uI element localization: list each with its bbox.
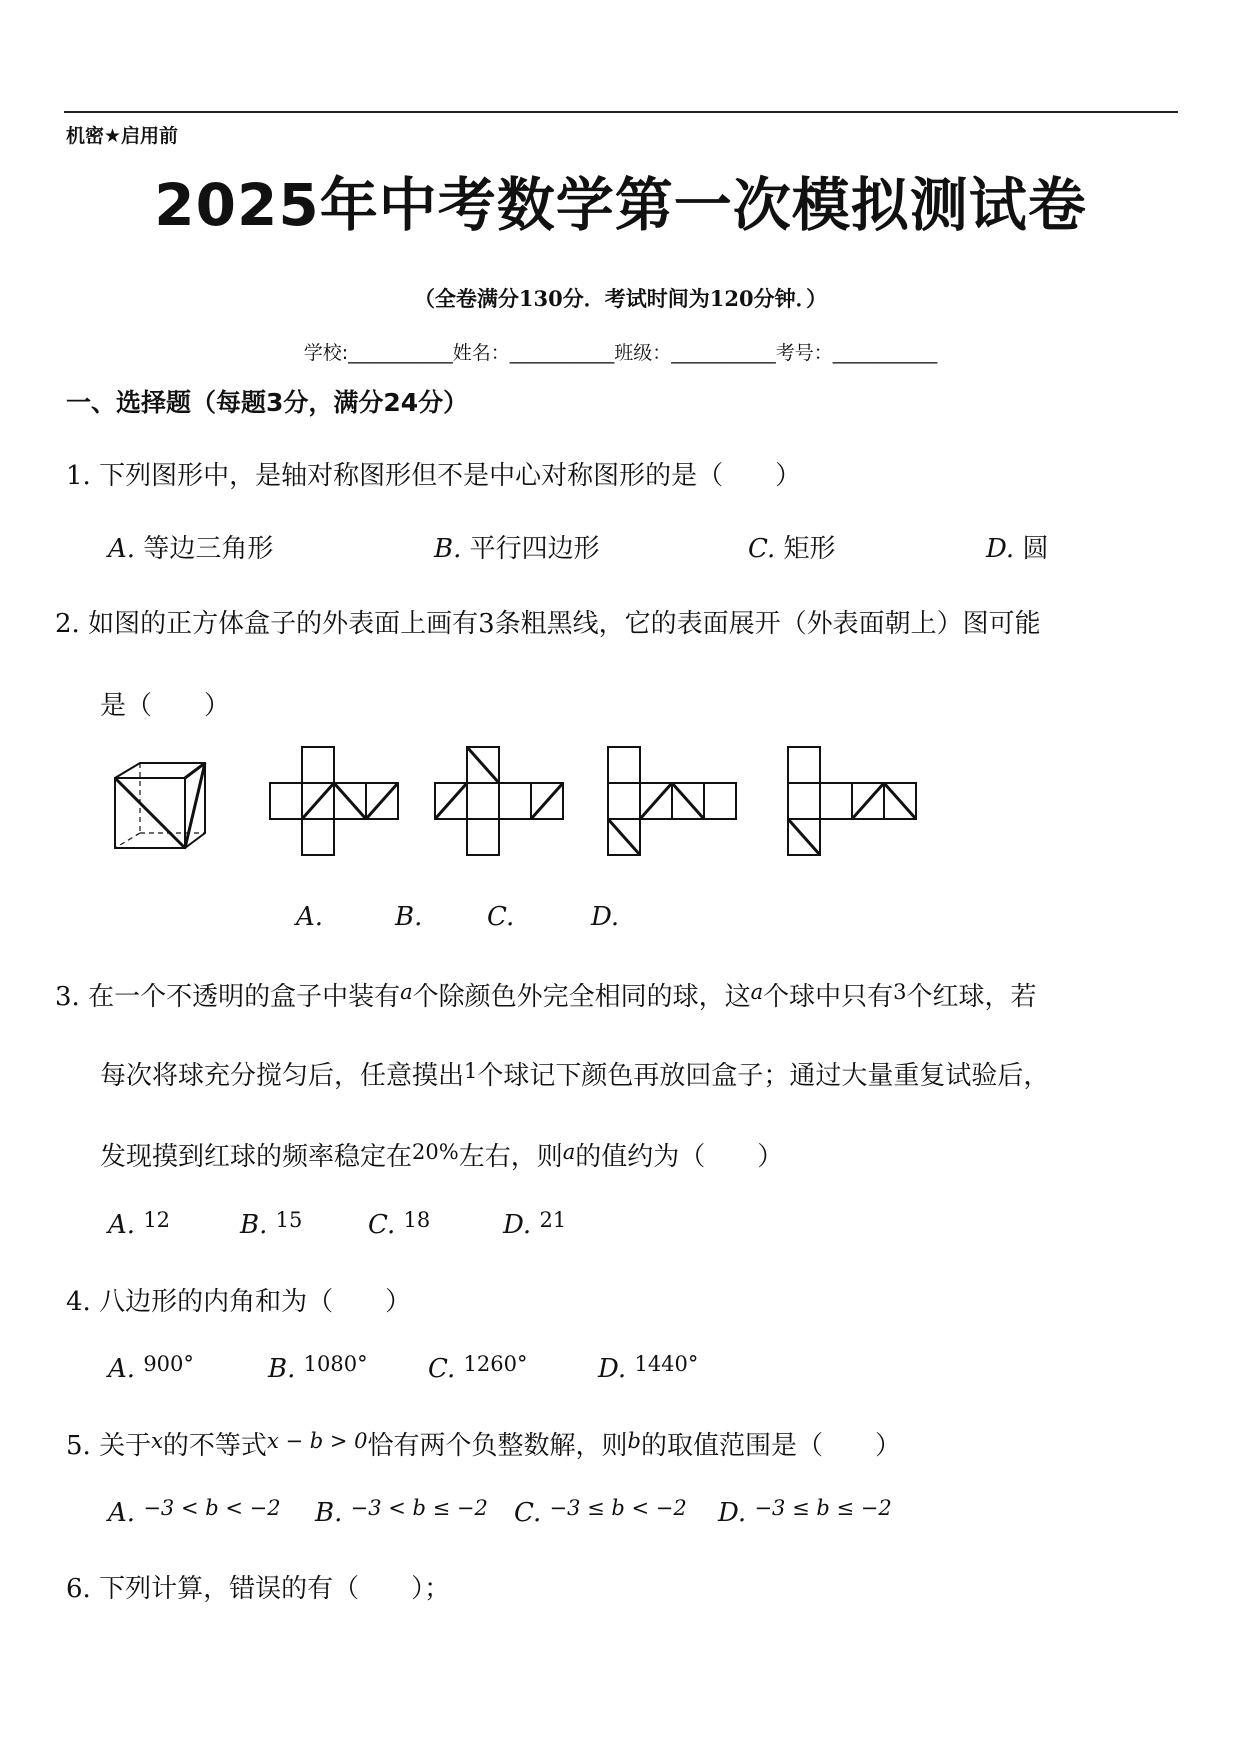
q4-option-d: D. $^{1440^\circ}$ [598, 1352, 699, 1384]
q5-option-d: D. $^{-3 \le b \le -2}$ [718, 1496, 892, 1528]
q5-option-b: B. $^{-3 < b \le -2}$ [315, 1496, 488, 1528]
q2-label-c: C. [487, 902, 515, 932]
cube-nets-figure [100, 735, 940, 865]
net-a [270, 747, 398, 855]
q3-line3: 发现摸到红球的频率稳定在$^{20\%}$左右，则$^a$的值约为（ ） [100, 1140, 784, 1172]
q2-label-d: D. [591, 902, 620, 932]
q3-option-a: A. $^{12}$ [108, 1208, 171, 1240]
q3-option-b: B. $^{15}$ [240, 1208, 303, 1240]
q4-stem: 4. 八边形的内角和为（ ） [66, 1287, 412, 1317]
q4-option-b: B. $^{1080^\circ}$ [268, 1352, 368, 1384]
section-heading: 一、选择题（每题3分，满分24分） [66, 388, 469, 417]
q5-option-c: C. $^{-3 \le b < -2}$ [514, 1496, 687, 1528]
q3-line2: 每次将球充分搅匀后，任意摸出$^1$个球记下颜色再放回盒子；通过大量重复试验后， [100, 1059, 1050, 1091]
q1-option-b: B. 平行四边形 [434, 534, 600, 564]
q3-option-c: C. $^{18}$ [368, 1208, 431, 1240]
q5-option-a: A. $^{-3 < b < -2}$ [108, 1496, 281, 1528]
q1-option-d: D. 圆 [986, 534, 1049, 564]
exam-title: 2025年中考数学第一次模拟测试卷 [154, 171, 1087, 239]
q2-label-b: B. [395, 902, 423, 932]
net-c [608, 747, 736, 855]
q2-label-a: A. [296, 902, 324, 932]
confidential-mark: 机密★启用前 [66, 125, 179, 147]
q3-line1: 3. 在一个不透明的盒子中装有$^a$个除颜色外完全相同的球，这$^a$个球中只有$^3$个红球，若 [55, 980, 1037, 1012]
q6-stem: 6. 下列计算，错误的有（ ）； [66, 1574, 451, 1604]
top-rule [64, 111, 1178, 113]
exam-note: （全卷满分130分．考试时间为120分钟．） [413, 286, 828, 311]
q1-stem: 1. 下列图形中，是轴对称图形但不是中心对称图形的是（ ） [66, 461, 802, 491]
net-b [435, 747, 563, 855]
q2-stem-line1: 2. 如图的正方体盒子的外表面上画有3条粗黑线，它的表面展开（外表面朝上）图可能 [55, 609, 1041, 639]
q2-stem-line2: 是（ ） [100, 691, 231, 721]
student-info-fields: 学校:___________姓名：___________班级：___________考号：___________ [303, 342, 938, 364]
q4-option-c: C. $^{1260^\circ}$ [428, 1352, 528, 1384]
q4-option-a: A. $^{900^\circ}$ [108, 1352, 194, 1384]
cube-drawing [115, 763, 205, 848]
q3-option-d: D. $^{21}$ [503, 1208, 567, 1240]
net-d [788, 747, 916, 855]
q1-option-c: C. 矩形 [748, 534, 836, 564]
q5-stem: 5. 关于$^x$的不等式$^{x - b > 0}$恰有两个负整数解，则$^b$的取值范围是（ ） [66, 1429, 901, 1461]
q1-option-a: A. 等边三角形 [108, 534, 274, 564]
